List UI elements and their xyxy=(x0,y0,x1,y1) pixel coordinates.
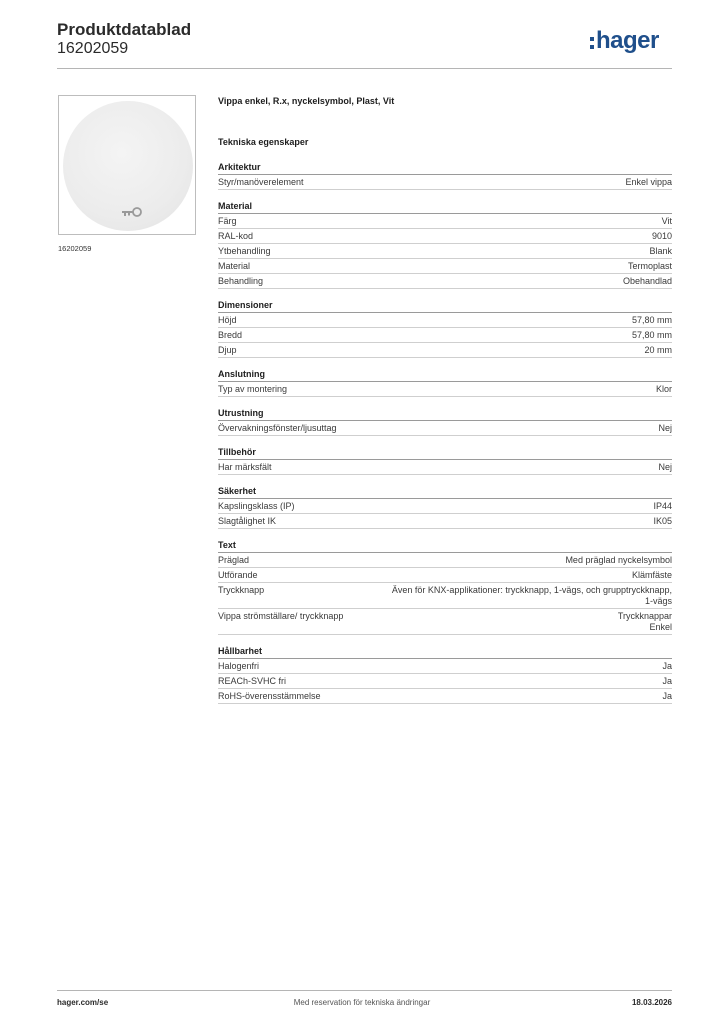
footer-disclaimer: Med reservation för tekniska ändringar xyxy=(293,998,431,1007)
spec-value-group xyxy=(649,246,672,257)
spec-value-group xyxy=(656,384,672,395)
spec-label: Bredd xyxy=(218,330,243,340)
spec-value-group xyxy=(632,315,672,326)
spec-label: Typ av montering xyxy=(218,384,288,394)
spec-label: Utförande xyxy=(218,570,258,580)
image-caption: 16202059 xyxy=(58,244,92,253)
spec-value: Termoplast xyxy=(627,261,672,271)
spec-value: Vit xyxy=(661,216,672,226)
spec-value: Obehandlad xyxy=(622,276,672,286)
spec-value: 9010 xyxy=(651,231,672,241)
spec-row xyxy=(218,609,672,635)
spec-value-group xyxy=(653,501,672,512)
spec-label: RoHS-överensstämmelse xyxy=(218,691,321,701)
spec-row xyxy=(218,214,672,229)
spec-group-title: Arkitektur xyxy=(218,162,672,175)
spec-value-line2: 1-vägs xyxy=(644,596,672,606)
spec-label: Har märksfält xyxy=(218,462,272,472)
spec-row xyxy=(218,674,672,689)
header-divider xyxy=(57,68,672,69)
spec-label: Material xyxy=(218,261,251,271)
spec-group xyxy=(218,646,672,704)
spec-value: Tryckknappar xyxy=(617,611,672,621)
spec-value: Klämfäste xyxy=(631,570,672,580)
spec-value: Enkel vippa xyxy=(625,177,672,187)
spec-label: Kapslingsklass (IP) xyxy=(218,501,295,511)
spec-group xyxy=(218,300,672,358)
spec-group xyxy=(218,408,672,436)
spec-value-group xyxy=(632,570,672,581)
spec-row xyxy=(218,553,672,568)
spec-group-title: Hållbarhet xyxy=(218,646,672,659)
spec-group xyxy=(218,201,672,289)
spec-value-group xyxy=(662,691,672,702)
spec-label: Styr/manöverelement xyxy=(218,177,304,187)
spec-row xyxy=(218,244,672,259)
spec-row xyxy=(218,421,672,436)
spec-label: Ytbehandling xyxy=(218,246,271,256)
spec-value: Klor xyxy=(655,384,672,394)
spec-value-group xyxy=(625,177,672,188)
spec-value-line2: Enkel xyxy=(649,622,672,632)
spec-value-group xyxy=(652,231,672,242)
spec-row xyxy=(218,229,672,244)
spec-value: 57,80 mm xyxy=(631,315,672,325)
spec-label: REACh-SVHC fri xyxy=(218,676,287,686)
spec-value-group xyxy=(658,462,672,473)
document-title: Produktdatablad xyxy=(57,20,192,39)
spec-value: Nej xyxy=(658,423,672,433)
spec-group xyxy=(218,162,672,190)
spec-row xyxy=(218,175,672,190)
footer-date: 18.03.2026 xyxy=(631,998,672,1007)
spec-row xyxy=(218,259,672,274)
spec-group-title: Utrustning xyxy=(218,408,672,421)
spec-value: Med präglad nyckelsymbol xyxy=(565,555,672,565)
spec-row xyxy=(218,274,672,289)
spec-value-group xyxy=(565,555,672,566)
spec-row xyxy=(218,514,672,529)
spec-group xyxy=(218,486,672,529)
spec-groups xyxy=(218,162,672,704)
spec-group-title: Anslutning xyxy=(218,369,672,382)
spec-section xyxy=(218,96,672,715)
hager-logo xyxy=(590,26,659,56)
spec-value: IK05 xyxy=(653,516,672,526)
spec-label: Halogenfri xyxy=(218,661,260,671)
spec-group-title: Material xyxy=(218,201,672,214)
spec-value-group xyxy=(618,611,672,633)
spec-value: Nej xyxy=(658,462,672,472)
spec-row xyxy=(218,583,672,609)
spec-group xyxy=(218,447,672,475)
spec-value-group xyxy=(632,330,672,341)
spec-value: Blank xyxy=(649,246,672,256)
spec-label: Tryckknapp xyxy=(218,585,265,595)
document-number: 16202059 xyxy=(57,40,129,57)
spec-group-title: Text xyxy=(218,540,672,553)
spec-value: 57,80 mm xyxy=(631,330,672,340)
spec-value-group xyxy=(644,345,672,356)
spec-label: Höjd xyxy=(218,315,237,325)
spec-label: Behandling xyxy=(218,276,264,286)
spec-heading: Tekniska egenskaper xyxy=(218,137,309,147)
spec-value-group xyxy=(662,676,672,687)
footer-divider xyxy=(57,990,672,991)
spec-value-group xyxy=(653,516,672,527)
spec-label: RAL-kod xyxy=(218,231,254,241)
spec-value-group xyxy=(658,423,672,434)
spec-value-group xyxy=(662,661,672,672)
spec-label: Färg xyxy=(218,216,237,226)
spec-row xyxy=(218,499,672,514)
spec-row xyxy=(218,343,672,358)
product-image xyxy=(58,95,196,235)
spec-value: Även för KNX-applikationer: tryckknapp, 1-vägs, och grupptryckknapp, xyxy=(391,585,672,595)
spec-group-title: Säkerhet xyxy=(218,486,672,499)
spec-value-group xyxy=(628,261,672,272)
logo-dots-icon xyxy=(590,37,594,49)
spec-row xyxy=(218,313,672,328)
spec-row xyxy=(218,568,672,583)
spec-row xyxy=(218,460,672,475)
spec-value: Ja xyxy=(662,661,672,671)
spec-group xyxy=(218,540,672,635)
footer-website: hager.com/se xyxy=(57,998,109,1007)
product-name: Vippa enkel, R.x, nyckelsymbol, Plast, Vit xyxy=(218,96,395,106)
spec-label: Djup xyxy=(218,345,237,355)
spec-row xyxy=(218,659,672,674)
spec-group xyxy=(218,369,672,397)
spec-label: Slagtålighet IK xyxy=(218,516,277,526)
spec-value: Ja xyxy=(662,691,672,701)
key-symbol-icon xyxy=(121,206,143,218)
spec-value: 20 mm xyxy=(644,345,672,355)
spec-row xyxy=(218,382,672,397)
spec-value: Ja xyxy=(662,676,672,686)
spec-value-group xyxy=(662,216,672,227)
spec-group-title: Dimensioner xyxy=(218,300,672,313)
spec-row xyxy=(218,328,672,343)
spec-value-group xyxy=(392,585,672,607)
spec-label: Övervakningsfönster/ljusuttag xyxy=(218,423,337,433)
spec-value-group xyxy=(623,276,672,287)
switch-disc-image xyxy=(63,101,193,231)
logo-text: hager xyxy=(596,27,659,54)
spec-row xyxy=(218,689,672,704)
spec-value: IP44 xyxy=(653,501,672,511)
spec-label: Vippa strömställare/ tryckknapp xyxy=(218,611,344,621)
spec-group-title: Tillbehör xyxy=(218,447,672,460)
spec-label: Präglad xyxy=(218,555,250,565)
